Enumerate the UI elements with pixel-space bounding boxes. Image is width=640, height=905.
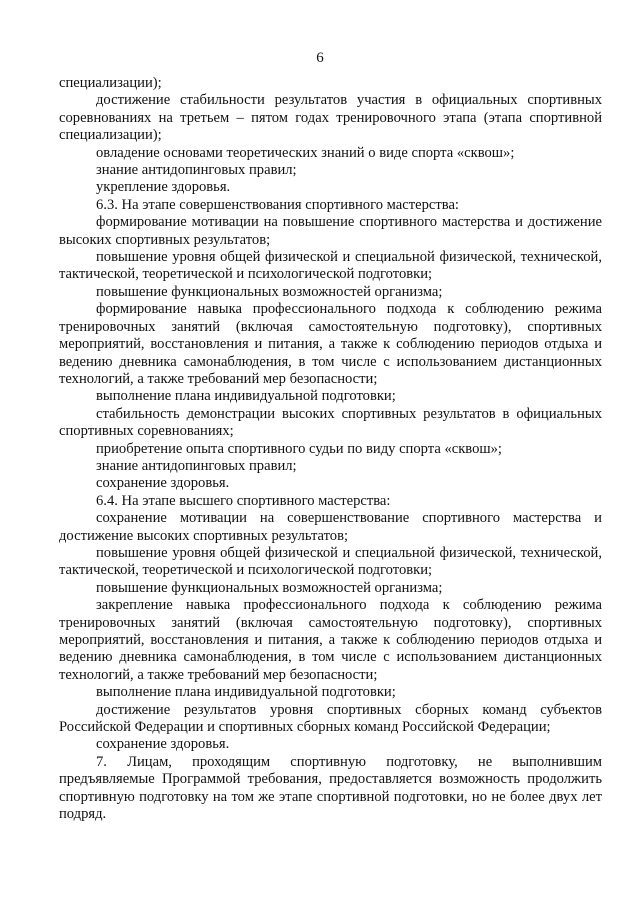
paragraph: сохранение здоровья. xyxy=(96,736,230,753)
paragraph: знание антидопинговых правил; xyxy=(96,457,297,474)
paragraph: формирование мотивации на повышение спортивного мастерства и достижение высоких спортивных результатов; xyxy=(59,214,602,248)
paragraph: выполнение плана индивидуальной подготовки; xyxy=(96,684,396,701)
paragraph: повышение уровня общей физической и специальной физической, технической, тактической, теоретической и психологической подготовки; xyxy=(59,249,602,283)
paragraph: овладение основами теоретических знаний о виде спорта «сквош»; xyxy=(96,144,515,161)
paragraph: закрепление навыка профессионального подхода к соблюдению режима тренировочных занятий (включая самостоятельную подготовку), спортивных мероприятий, восстановления и питания, а также к соблюдению периодов отдыха и ведению дневника самонаблюдения, в том числе с использованием дистанционных технологий, а также требований мер безопасности; xyxy=(59,597,602,683)
paragraph: специализации); xyxy=(59,75,162,91)
paragraph: достижение стабильности результатов участия в официальных спортивных соревнованиях на третьем – пятом годах тренировочного этапа (этапа спортивной специализации); xyxy=(59,92,602,144)
paragraph: формирование навыка профессионального подхода к соблюдению режима тренировочных занятий (включая самостоятельную подготовку), спортивных мероприятий, восстановления и питания, а также к соблюдению периодов отдыха и ведению дневника самонаблюдения, в том числе с использованием дистанционных технологий, а также требований мер безопасности; xyxy=(59,301,602,387)
paragraph: 7. Лицам, проходящим спортивную подготовку, не выполнившим предъявляемые Программой требования, предоставляется возможность продолжить спортивную подготовку на том же этапе спортивной подготовки, но не более двух лет подряд. xyxy=(59,753,602,823)
paragraph: выполнение плана индивидуальной подготовки; xyxy=(96,388,396,405)
paragraph: знание антидопинговых правил; xyxy=(96,162,297,179)
paragraph: 6.3. На этапе совершенствования спортивного мастерства: xyxy=(96,196,459,213)
paragraph: повышение уровня общей физической и специальной физической, технической, тактической, теоретической и психологической подготовки; xyxy=(59,544,602,579)
paragraph: стабильность демонстрации высоких спортивных результатов в официальных спортивных соревнованиях; xyxy=(59,405,602,440)
paragraph: повышение функциональных возможностей организма; xyxy=(96,283,443,300)
page-number: 6 xyxy=(316,50,324,66)
paragraph: достижение результатов уровня спортивных сборных команд субъектов Российской Федерации и спортивных сборных команд Российской Федерации; xyxy=(59,701,602,736)
paragraph: 6.4. На этапе высшего спортивного мастерства: xyxy=(96,492,391,509)
document-body xyxy=(59,75,602,823)
paragraph: сохранение мотивации на совершенствование спортивного мастерства и достижение высоких спортивных результатов; xyxy=(59,510,602,544)
paragraph: укрепление здоровья. xyxy=(96,179,231,196)
paragraph: приобретение опыта спортивного судьи по виду спорта «сквош»; xyxy=(96,440,502,457)
paragraph: повышение функциональных возможностей организма; xyxy=(96,579,443,596)
paragraph: сохранение здоровья. xyxy=(96,475,230,492)
